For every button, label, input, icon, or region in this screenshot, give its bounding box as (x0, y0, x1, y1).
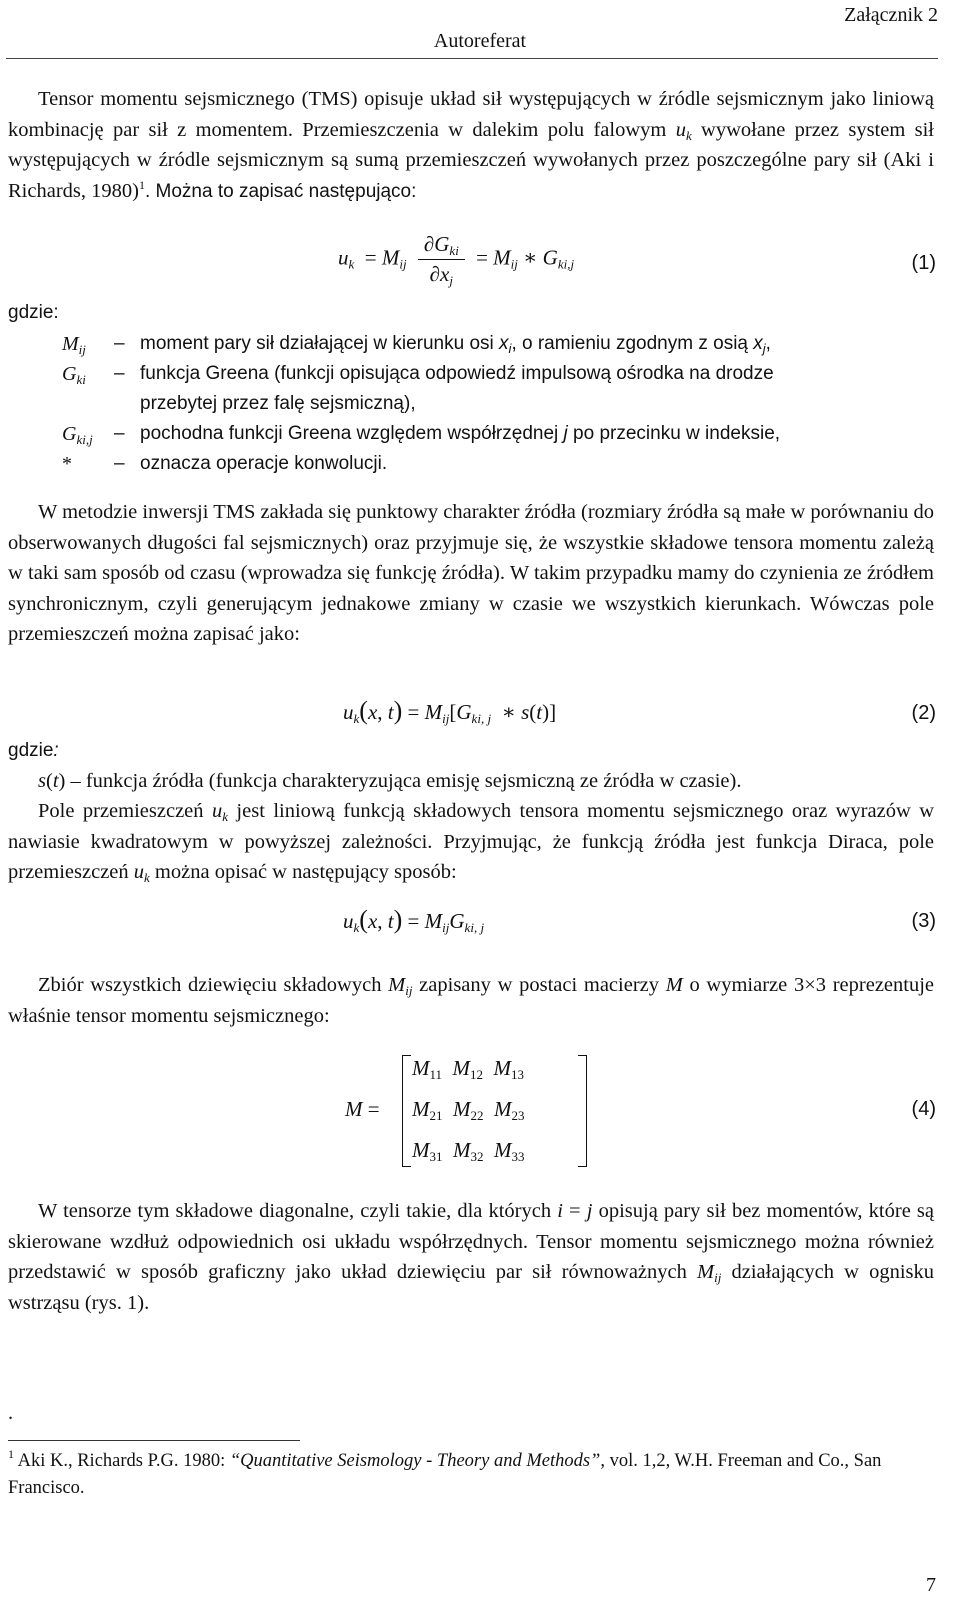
header-annex: Załącznik 2 (844, 4, 938, 26)
p1-text-a: Tensor momentu sejsmicznego (TMS) opisuje układ sił występujących w źródle sejsmicznym jako liniową kombinację par sił z momentem. Przemieszczenia w dalekim polu falowym (8, 88, 934, 141)
matrix-left-bracket (402, 1055, 411, 1167)
definition-gki: $G_{ki}$ – funkcja Greena (funkcji opisująca odpowiedź impulsową ośrodka na drodze (62, 363, 774, 387)
definition-mij: $M_{ij}$ – moment pary sił działającej w kierunku osi $x_i$, o ramieniu zgodnym z osią $x_j$, (62, 333, 771, 357)
equation-1-number: (1) (911, 252, 936, 274)
footnote-ref[interactable]: 1 (138, 177, 145, 192)
definition-convolution: * – oznacza operacje konwolucji. (62, 453, 388, 475)
matrix-row-2: $M_{21}$ $M_{22}$ $M_{23}$ (412, 1097, 525, 1123)
equation-4-number: (4) (911, 1098, 936, 1120)
header-title: Autoreferat (433, 30, 527, 52)
where-label-1: gdzie: (8, 302, 59, 323)
equation-2-number: (2) (911, 702, 936, 724)
equation-3: $u_k(x$, $t) = M_{ij}G_{ki, j}$ (343, 905, 485, 935)
definition-gkij: $G_{ki,j}$ – pochodna funkcji Greena względem współrzędnej j po przecinku w indeksie, (62, 423, 781, 447)
p1-text-c: . Można to zapisać następująco: (144, 180, 417, 202)
definitions-list-1 (62, 330, 932, 478)
stray-dot: . (8, 1402, 14, 1424)
footnote-rule (8, 1440, 300, 1441)
paragraph-4: Zbiór wszystkich dziewięciu składowych $M_{ij}$ zapisany w postaci macierzy M o wymiarze 3×3 reprezentuje właśnie tensor momentu sejsmicznego: (8, 974, 935, 1027)
definition-gki-cont: przebytej przez falę sejsmiczną), (140, 393, 416, 414)
page-number: 7 (926, 1574, 936, 1596)
footnote: $^1$ Aki K., Richards P.G. 1980: “Quantitative Seismology - Theory and Methods”, vol. 1,2, W.H. Freeman and Co., San Francisco. (8, 1447, 882, 1498)
paragraph-3: Pole przemieszczeń $u_k$ jest liniową funkcją składowych tensora momentu sejsmicznego oraz wyrazów w nawiasie kwadratowym w powyższej zależności. Przyjmując, że funkcją źródła jest funkcja Diraca, pole przemieszczeń $u_k$ można opisać w następujący sposób: (8, 800, 934, 885)
paragraph-1: Tensor momentu sejsmicznego (TMS) opisuje układ sił występujących w źródle sejsmicznym jako liniową kombinację par sił z momentem. Przemieszczenia w dalekim polu falowym $u_k$ wywołane przez system sił występujących w źródle sejsmicznym są sumą przemieszczeń wywołanych przez poszczególne pary sił (Aki i Richards, 1980)$^1$. Można to zapisać następująco: (8, 88, 934, 202)
p1-text-b: wywołane przez system sił występujących w źródle sejsmicznym są sumą przemieszczeń wywołanych przez poszczególne pary sił (Aki i Richards, 1980) (8, 118, 934, 202)
equation-2: $u_k(x$, $t) = M_{ij}[G_{ki, j}$ ∗ s(t)] (343, 696, 557, 726)
matrix-row-3: $M_{31}$ $M_{32}$ $M_{33}$ (412, 1138, 525, 1164)
matrix-row-1: $M_{11}$ $M_{12}$ $M_{13}$ (412, 1056, 525, 1082)
where-label-2: gdzie: (8, 740, 59, 761)
paragraph-5: W tensorze tym składowe diagonalne, czyli takie, dla których i = j opisują pary sił bez momentów, które są skierowane wzdłuż odpowiednich osi układu współrzędnych. Tensor momentu sejsmicznego można również przedstawić w sposób graficzny jako układ dziewięciu par sił równoważnych $M_{ij}$ działających w ognisku wstrząsu (rys. 1). (8, 1200, 935, 1314)
equation-3-number: (3) (911, 910, 936, 932)
definition-source-function: s(t) – funkcja źródła (funkcja charakteryzująca emisję sejsmiczną ze źródła w czasie). (38, 770, 742, 792)
equation-4-lhs: M = (345, 1097, 380, 1121)
footnote-book-title: “Quantitative Seismology - Theory and Methods” (229, 1451, 601, 1471)
header-rule (6, 58, 938, 59)
paragraph-2: W metodzie inwersji TMS zakłada się punktowy charakter źródła (rozmiary źródła są małe w porównaniu do obserwowanych długości fal sejsmicznych) oraz przyjmuje się, że wszystkie składowe tensora momentu zależą w taki sam sposób od czasu (wprowadza się funkcję źródła). W takim przypadku mamy do czynienia ze źródłem synchronicznym, czyli generującym jednakowe zmiany w czasie we wszystkich kierunkach. Wówczas pole przemieszczeń można zapisać jako: (8, 501, 934, 645)
equation-1: $u_k = M_{ij}$ $\frac{\partial G_{ki}}{\partial x_j}$ = $M_{ij}$ ∗ $G_{ki,j}$ (338, 232, 575, 288)
matrix-right-bracket (578, 1055, 587, 1167)
